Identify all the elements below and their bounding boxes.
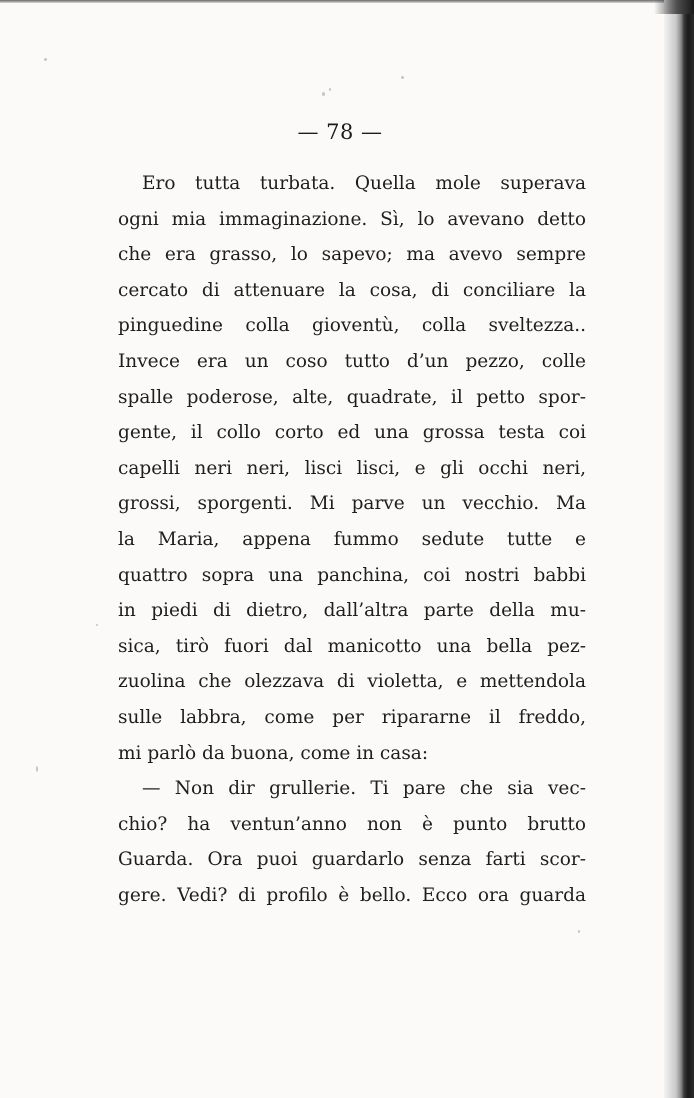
text-line: Invece era un coso tutto d’un pezzo, colle	[118, 350, 586, 372]
text-line: la Maria, appena fummo sedute tutte e	[118, 528, 586, 550]
text-line: ogni mia immaginazione. Sì, lo avevano detto	[118, 208, 586, 230]
text-line: cercato di attenuare la cosa, di conciliare la	[118, 279, 586, 301]
text-line: gente, il collo corto ed una grossa testa coi	[118, 422, 586, 444]
text-line: — Non dir grullerie. Ti pare che sia vec-	[142, 778, 586, 800]
text-line: quattro sopra una panchina, coi nostri babbi	[118, 564, 586, 586]
text-line: Ero tutta turbata. Quella mole superava	[142, 173, 586, 194]
text-line: capelli neri neri, lisci lisci, e gli occhi neri,	[118, 457, 586, 479]
text-line: gere. Vedi? di profilo è bello. Ecco ora guarda	[118, 884, 586, 906]
scan-speck	[401, 76, 404, 79]
scan-speck	[329, 88, 331, 91]
text-line: sica, tirò fuori dal manicotto una bella pez-	[118, 635, 586, 657]
text-line: sulle labbra, come per ripararne il freddo,	[118, 706, 586, 728]
page-number: — 78 —	[297, 120, 383, 144]
text-line: zuolina che olezzava di violetta, e mettendola	[118, 671, 586, 693]
page-gutter-shadow	[664, 0, 694, 1098]
text-line: chio? ha ventun’anno non è punto brutto	[118, 813, 586, 835]
scan-speck	[36, 766, 38, 772]
scan-speck	[96, 624, 98, 626]
text-line: spalle poderose, alte, quadrate, il petto spor-	[118, 386, 586, 408]
text-line: mi parlò da buona, come in casa:	[118, 742, 429, 764]
text-line: Guarda. Ora puoi guardarlo senza farti scor-	[118, 849, 586, 871]
text-line: grossi, sporgenti. Mi parve un vecchio. Ma	[118, 493, 586, 515]
page-top-edge	[0, 0, 694, 3]
body-text	[118, 166, 586, 913]
text-line: pinguedine colla gioventù, colla sveltezza..	[118, 315, 586, 337]
scan-speck	[44, 58, 47, 61]
scan-speck	[322, 92, 325, 96]
page-corner-shadow	[654, 0, 694, 14]
text-line: in piedi di dietro, dall’altra parte della mu-	[118, 600, 586, 622]
scan-speck	[578, 930, 580, 933]
text-line: che era grasso, lo sapevo; ma avevo sempre	[118, 244, 586, 266]
